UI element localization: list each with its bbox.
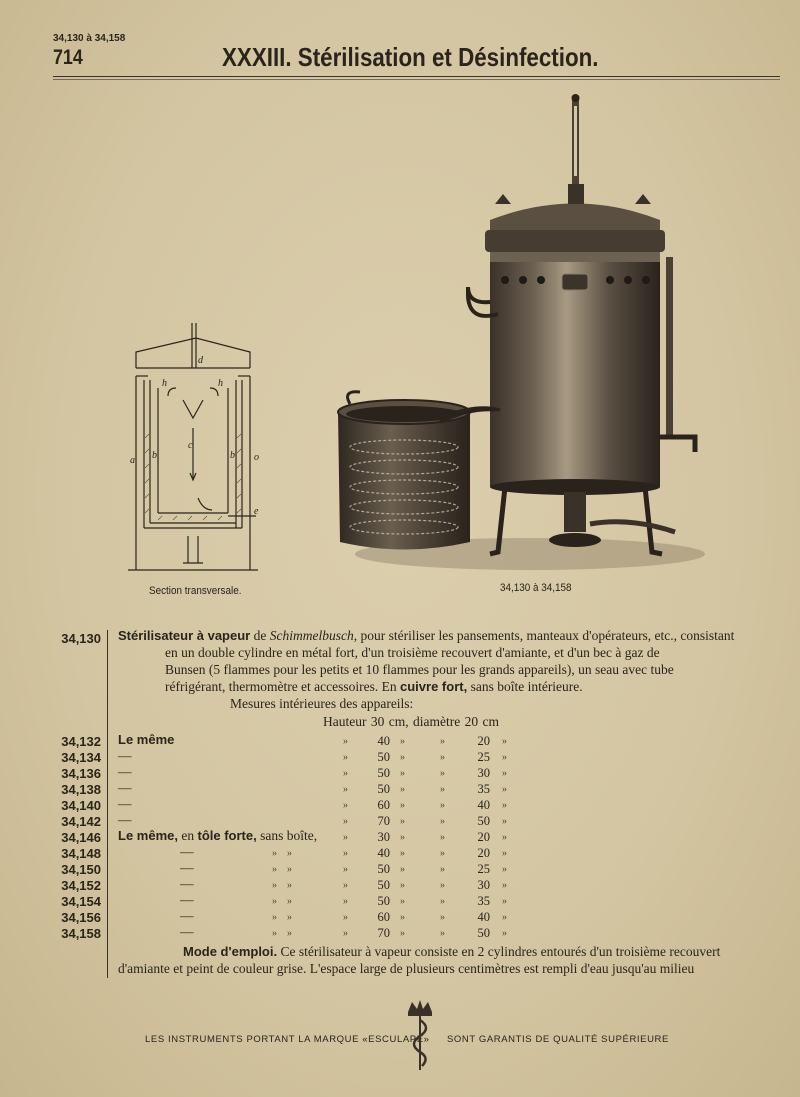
- entry-line-3: Bunsen (5 flammes pour les petits et 10 flammes pour les grands appareils), un seau avec tube: [165, 662, 674, 677]
- row-diameter: 20: [477, 830, 490, 844]
- row-label: —: [180, 924, 194, 939]
- row-height: 50: [377, 766, 390, 780]
- row-label: —: [180, 876, 194, 891]
- ditto-mark: »: [343, 864, 348, 875]
- ditto-mark: »: [400, 784, 405, 795]
- entry-number-main: 34,130: [61, 631, 101, 646]
- row-number: 34,142: [61, 814, 101, 829]
- article-range: 34,130 à 34,158: [53, 33, 126, 44]
- label-h-right: h: [218, 378, 223, 389]
- section-caption: Section transversale.: [149, 585, 242, 597]
- ditto-mark: »: [440, 800, 445, 811]
- ditto-mark: »: [343, 880, 348, 891]
- row-label: —: [180, 860, 194, 875]
- ditto-mark: »: [502, 736, 507, 747]
- row-height: 40: [377, 734, 390, 748]
- measures-label: Mesures intérieures des appareils:: [230, 696, 414, 711]
- row-diameter: 30: [477, 766, 490, 780]
- label-h-left: h: [162, 378, 167, 389]
- label-o: o: [254, 452, 259, 463]
- ditto-mark: »: [343, 784, 348, 795]
- ditto-mark: »: [502, 800, 507, 811]
- ditto-mark: »: [502, 816, 507, 827]
- ditto-mark: »: [400, 864, 405, 875]
- row-number: 34,148: [61, 846, 101, 861]
- row-diameter: 50: [477, 926, 490, 940]
- entry-de: de: [253, 628, 267, 643]
- row-label-wrap: [118, 780, 132, 796]
- row-diameter: 35: [477, 782, 490, 796]
- row-label-wrap: [180, 908, 194, 924]
- row-diameter: 40: [477, 910, 490, 924]
- ditto-mark: »: [343, 800, 348, 811]
- row-number: 34,134: [61, 750, 101, 765]
- ditto-mark: »: [440, 896, 445, 907]
- ditto-mark: »: [502, 832, 507, 843]
- row-label: —: [118, 780, 132, 795]
- ditto-mark: »: [343, 928, 348, 939]
- header-rule-thin: [53, 79, 780, 80]
- esculape-logo: [400, 1000, 440, 1072]
- row-en: en: [181, 828, 195, 843]
- row-label-wrap: [118, 812, 132, 828]
- ditto-mark: »: [343, 752, 348, 763]
- ditto-mark: »: [502, 896, 507, 907]
- row-number: 34,156: [61, 910, 101, 925]
- row-label: —: [118, 764, 132, 779]
- row-height: 50: [377, 750, 390, 764]
- row-height: 50: [377, 782, 390, 796]
- row-number: 34,140: [61, 798, 101, 813]
- row-number: 34,136: [61, 766, 101, 781]
- row-label: —: [180, 908, 194, 923]
- sterilizer-illustration: [330, 92, 710, 577]
- entry-line-1: [118, 628, 734, 644]
- row-label-wrap: [118, 796, 132, 812]
- row-number: 34,158: [61, 926, 101, 941]
- row-label: —: [118, 748, 132, 763]
- row-height: 40: [377, 846, 390, 860]
- ditto-mark: »: [502, 752, 507, 763]
- row-label-wrap: [180, 844, 194, 860]
- ditto-mark: » »: [272, 928, 292, 939]
- ditto-mark: » »: [272, 912, 292, 923]
- row-label-wrap: [118, 764, 132, 780]
- row-label-wrap: [180, 924, 194, 940]
- ditto-mark: »: [440, 912, 445, 923]
- row-diameter: 25: [477, 862, 490, 876]
- ditto-mark: »: [440, 928, 445, 939]
- ditto-mark: »: [400, 736, 405, 747]
- ditto-mark: »: [502, 848, 507, 859]
- row-number: 34,150: [61, 862, 101, 877]
- row-height: 30: [377, 830, 390, 844]
- row-label: —: [180, 844, 194, 859]
- ditto-mark: »: [440, 864, 445, 875]
- entry-line-4-a: réfrigérant, thermomètre et accessoires. En: [165, 679, 397, 694]
- ditto-mark: »: [440, 848, 445, 859]
- row-diameter: 20: [477, 846, 490, 860]
- row-label-wrap: [118, 828, 317, 844]
- entry-line-4-bold: cuivre fort,: [400, 679, 468, 694]
- label-c: c: [188, 440, 193, 451]
- row-diameter: 50: [477, 814, 490, 828]
- ditto-mark: »: [400, 816, 405, 827]
- label-d: d: [198, 355, 203, 366]
- mode-line-2: d'amiante et peint de couleur grise. L'espace large de plusieurs centimètres est rempli d'eau jusqu'au milieu: [118, 961, 695, 976]
- ditto-mark: »: [440, 752, 445, 763]
- entry-line-4-b: sans boîte intérieure.: [470, 679, 583, 694]
- column-rule: [107, 630, 108, 978]
- row-height: 60: [377, 798, 390, 812]
- ditto-mark: »: [400, 752, 405, 763]
- ditto-mark: »: [440, 784, 445, 795]
- ditto-mark: »: [502, 768, 507, 779]
- entry-line-1-rest: pour stériliser les pansements, manteaux d'opérateurs, etc., consistant: [360, 628, 735, 643]
- row-rest: sans boîte,: [260, 828, 318, 843]
- row-diameter: 35: [477, 894, 490, 908]
- row-label: —: [118, 812, 132, 827]
- row-height: 70: [377, 926, 390, 940]
- label-e: e: [254, 506, 259, 517]
- entry-author: Schimmelbusch,: [269, 628, 358, 643]
- row-height: 60: [377, 910, 390, 924]
- ditto-mark: »: [400, 832, 405, 843]
- ditto-mark: »: [400, 912, 405, 923]
- ditto-mark: »: [400, 880, 405, 891]
- ditto-mark: »: [400, 848, 405, 859]
- ditto-mark: »: [502, 784, 507, 795]
- row-diameter: 40: [477, 798, 490, 812]
- row-label-wrap: [118, 748, 132, 764]
- ditto-mark: » »: [272, 848, 292, 859]
- footer-left: LES INSTRUMENTS PORTANT LA MARQUE «ESCULAPE»: [145, 1034, 430, 1045]
- row-label: Le même: [118, 732, 175, 747]
- ditto-mark: » »: [272, 880, 292, 891]
- ditto-mark: »: [343, 736, 348, 747]
- ditto-mark: »: [502, 912, 507, 923]
- footer-right: SONT GARANTIS DE QUALITÉ SUPÉRIEURE: [447, 1034, 669, 1045]
- ditto-mark: »: [440, 880, 445, 891]
- page-number: 714: [53, 46, 83, 69]
- ditto-mark: »: [502, 880, 507, 891]
- header-rule: [53, 76, 780, 77]
- row-number: 34,138: [61, 782, 101, 797]
- row-label-wrap: [118, 732, 174, 748]
- row-material: tôle forte,: [197, 828, 257, 843]
- ditto-mark: »: [343, 816, 348, 827]
- ditto-mark: »: [440, 736, 445, 747]
- ditto-mark: »: [400, 800, 405, 811]
- ditto-mark: »: [343, 832, 348, 843]
- row-label: —: [180, 892, 194, 907]
- ditto-mark: »: [400, 896, 405, 907]
- row-number: 34,154: [61, 894, 101, 909]
- ditto-mark: »: [440, 832, 445, 843]
- ditto-mark: »: [502, 864, 507, 875]
- mode-line-1: [183, 944, 720, 960]
- ditto-mark: » »: [272, 864, 292, 875]
- ditto-mark: »: [440, 816, 445, 827]
- ditto-mark: »: [502, 928, 507, 939]
- row-height: 50: [377, 862, 390, 876]
- row-height: 50: [377, 894, 390, 908]
- ditto-mark: »: [400, 928, 405, 939]
- row-label-wrap: [180, 892, 194, 908]
- ditto-mark: » »: [272, 896, 292, 907]
- chapter-title: XXXIII. Stérilisation et Désinfection.: [222, 42, 599, 72]
- label-b-right: b: [230, 450, 235, 461]
- row-label-wrap: [180, 860, 194, 876]
- mode-title: Mode d'emploi.: [183, 944, 278, 959]
- row-height: 70: [377, 814, 390, 828]
- row-diameter: 20: [477, 734, 490, 748]
- apparatus-caption: 34,130 à 34,158: [500, 582, 572, 594]
- entry-product-name: Stérilisateur à vapeur: [118, 628, 251, 643]
- ditto-mark: »: [343, 768, 348, 779]
- row-number: 34,132: [61, 734, 101, 749]
- mode-line-1-rest: Ce stérilisateur à vapeur consiste en 2 cylindres entourés d'un troisième recouvert: [280, 944, 721, 959]
- cross-section-diagram: [128, 318, 268, 576]
- row-number: 34,146: [61, 830, 101, 845]
- ditto-mark: »: [400, 768, 405, 779]
- label-a: a: [130, 455, 135, 466]
- measures-header: Hauteur 30 cm, diamètre 20 cm: [323, 714, 499, 729]
- ditto-mark: »: [343, 896, 348, 907]
- row-diameter: 25: [477, 750, 490, 764]
- entry-line-2: en un double cylindre en métal fort, d'un troisième recouvert d'amiante, et d'un bec à gaz de: [165, 645, 660, 660]
- row-number: 34,152: [61, 878, 101, 893]
- row-label-wrap: [180, 876, 194, 892]
- label-b-left: b: [152, 450, 157, 461]
- ditto-mark: »: [343, 912, 348, 923]
- ditto-mark: »: [440, 768, 445, 779]
- row-label: —: [118, 796, 132, 811]
- row-label: Le même,: [118, 828, 178, 843]
- row-height: 50: [377, 878, 390, 892]
- row-diameter: 30: [477, 878, 490, 892]
- ditto-mark: »: [343, 848, 348, 859]
- entry-line-4: [165, 679, 583, 695]
